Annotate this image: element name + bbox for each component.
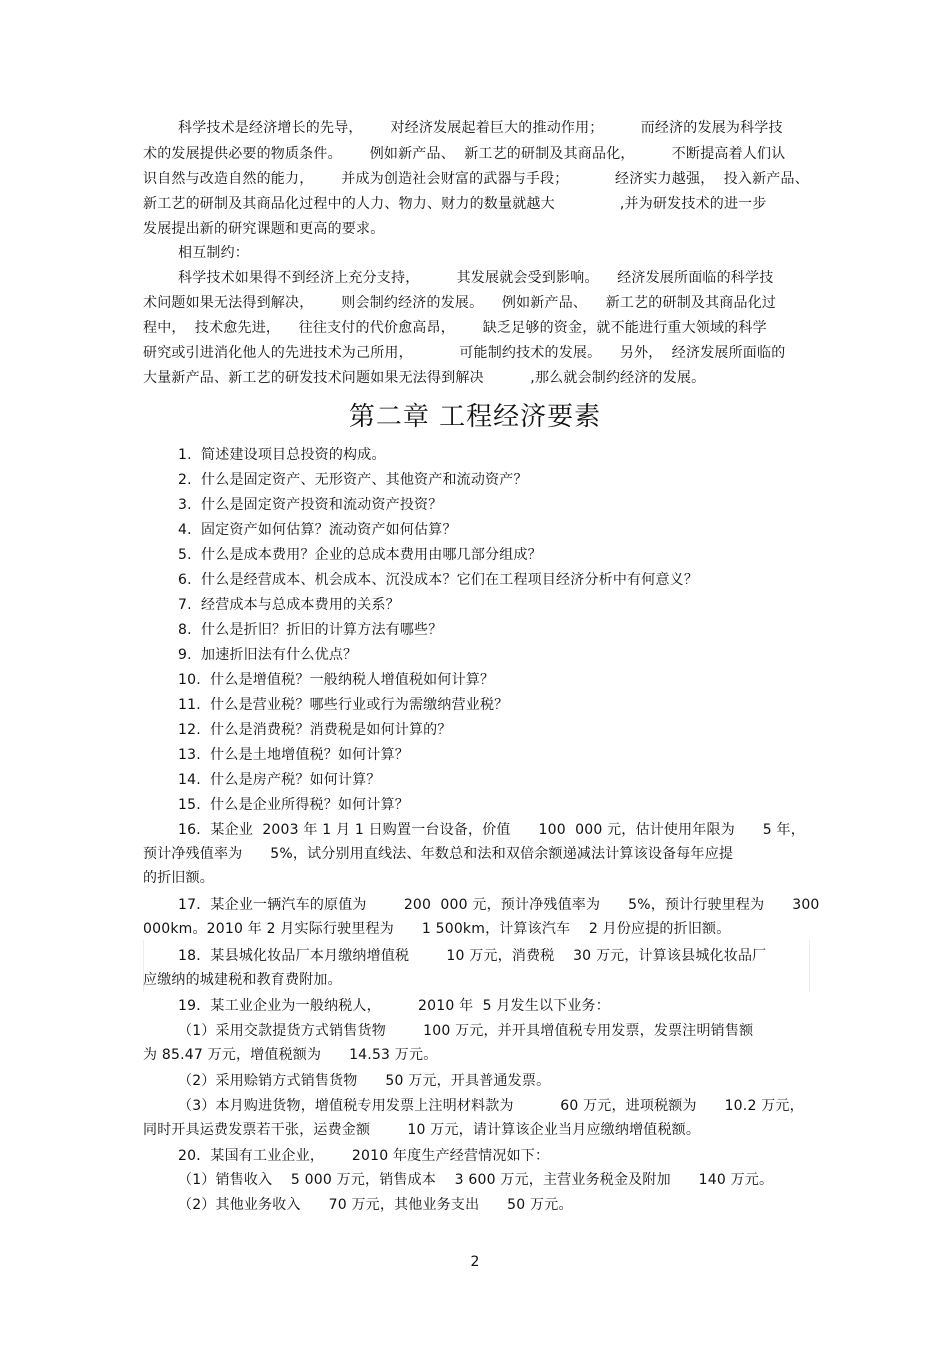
intro-line: 发展提出新的研究课题和更高的要求。 — [143, 221, 385, 237]
question-item: 10. 什么是增值税？一般纳税人增值税如何计算？ — [178, 672, 495, 688]
question-item: 14. 什么是房产税？如何计算？ — [178, 772, 381, 788]
problem-line: 的折旧额。 — [143, 870, 214, 886]
problem-line: 16．某企业 2003 年 1 月 1 日购置一台设备，价值 100 000 元，估计使用年限为 5 年， — [178, 822, 805, 838]
problem-line: 应缴纳的城建税和教育费附加。 — [143, 972, 342, 988]
intro-line: 程中， 技术愈先进， 往往支付的代价愈高昂， 缺乏足够的资金，就不能进行重大领域的科学 — [143, 320, 767, 336]
question-item: 15. 什么是企业所得税？如何计算？ — [178, 797, 409, 813]
intro-line: 科学技术如果得不到经济上充分支持， 其发展就会受到影响。 经济发展所面临的科学技 — [178, 270, 774, 286]
intro-line: 科学技术是经济增长的先导， 对经济发展起着巨大的推动作用； 而经济的发展为科学技 — [178, 120, 783, 136]
problem-line: （3）本月购进货物，增值税专用发票上注明材料款为 60 万元，进项税额为 10.2 万元， — [178, 1098, 804, 1114]
question-item: 13. 什么是土地增值税？如何计算？ — [178, 747, 409, 763]
intro-line: 大量新产品、新工艺的研发技术问题如果无法得到解决 ,那么就会制约经济的发展。 — [143, 370, 706, 386]
problem-line: 20．某国有工业企业， 2010 年度生产经营情况如下： — [178, 1148, 550, 1164]
question-item: 6. 什么是经营成本、机会成本、沉没成本？它们在工程项目经济分析中有何意义？ — [178, 572, 699, 588]
question-item: 4. 固定资产如何估算？流动资产如何估算？ — [178, 522, 457, 538]
problem-line: 同时开具运费发票若干张，运费金额 10 万元，请计算该企业当月应缴纳增值税额。 — [143, 1122, 701, 1138]
intro-line: 识自然与改造自然的能力， 并成为创造社会财富的武器与手段； 经济实力越强， 投入新产品、 — [143, 171, 809, 187]
question-item: 5. 什么是成本费用？企业的总成本费用由哪几部分组成？ — [178, 547, 542, 563]
problem-line: 17．某企业一辆汽车的原值为 200 000 元，预计净残值率为 5%，预计行驶里程为 300 — [178, 897, 820, 913]
problem-line: 19．某工业企业为一般纳税人， 2010 年 5 月发生以下业务： — [178, 998, 610, 1014]
problem-line: （2）采用赊销方式销售货物 50 万元，开具普通发票。 — [178, 1073, 551, 1089]
question-item: 9. 加速折旧法有什么优点？ — [178, 647, 358, 663]
question-item: 7. 经营成本与总成本费用的关系？ — [178, 597, 400, 613]
problem-line: （1）采用交款提货方式销售货物 100 万元，并开具增值税专用发票，发票注明销售额 — [178, 1023, 754, 1039]
page-number: 2 — [470, 1254, 480, 1270]
problem-line: （1）销售收入 5 000 万元，销售成本 3 600 万元，主营业务税金及附加 140 万元。 — [178, 1172, 774, 1188]
problem-line: 000km。2010 年 2 月实际行驶里程为 1 500km，计算该汽车 2 月份应提的折旧额。 — [143, 921, 731, 937]
problem-line: （2）其他业务收入 70 万元，其他业务支出 50 万元。 — [178, 1197, 573, 1213]
problem-line: 为 85.47 万元，增值税额为 14.53 万元。 — [143, 1047, 438, 1063]
question-item: 1. 简述建设项目总投资的构成。 — [178, 447, 386, 463]
chapter-title: 第二章 工程经济要素 — [348, 402, 602, 432]
question-item: 8. 什么是折旧？折旧的计算方法有哪些？ — [178, 622, 443, 638]
question-item: 11. 什么是营业税？哪些行业或行为需缴纳营业税？ — [178, 697, 509, 713]
intro-line: 新工艺的研制及其商品化过程中的人力、物力、财力的数量就越大 ,并为研发技术的进一步 — [143, 196, 767, 212]
intro-line: 术问题如果无法得到解决， 则会制约经济的发展。 例如新产品、 新工艺的研制及其商品化过 — [143, 295, 777, 311]
problem-line: 预计净残值率为 5%，试分别用直线法、年数总和法和双倍余额递减法计算该设备每年应提 — [143, 846, 734, 862]
question-item: 12. 什么是消费税？消费税是如何计算的？ — [178, 722, 452, 738]
section-label: 相互制约： — [178, 245, 249, 261]
intro-line: 术的发展提供必要的物质条件。 例如新产品、 新工艺的研制及其商品化， 不断提高着人们认 — [143, 146, 786, 162]
intro-line: 研究或引进消化他人的先进技术为己所用， 可能制约技术的发展。 另外， 经济发展所面临的 — [143, 345, 786, 361]
problem-line: 18．某县城化妆品厂本月缴纳增值税 10 万元，消费税 30 万元，计算该县城化妆品厂 — [178, 948, 767, 964]
question-item: 2. 什么是固定资产、无形资产、其他资产和流动资产？ — [178, 472, 528, 488]
question-item: 3. 什么是固定资产投资和流动资产投资？ — [178, 497, 443, 513]
